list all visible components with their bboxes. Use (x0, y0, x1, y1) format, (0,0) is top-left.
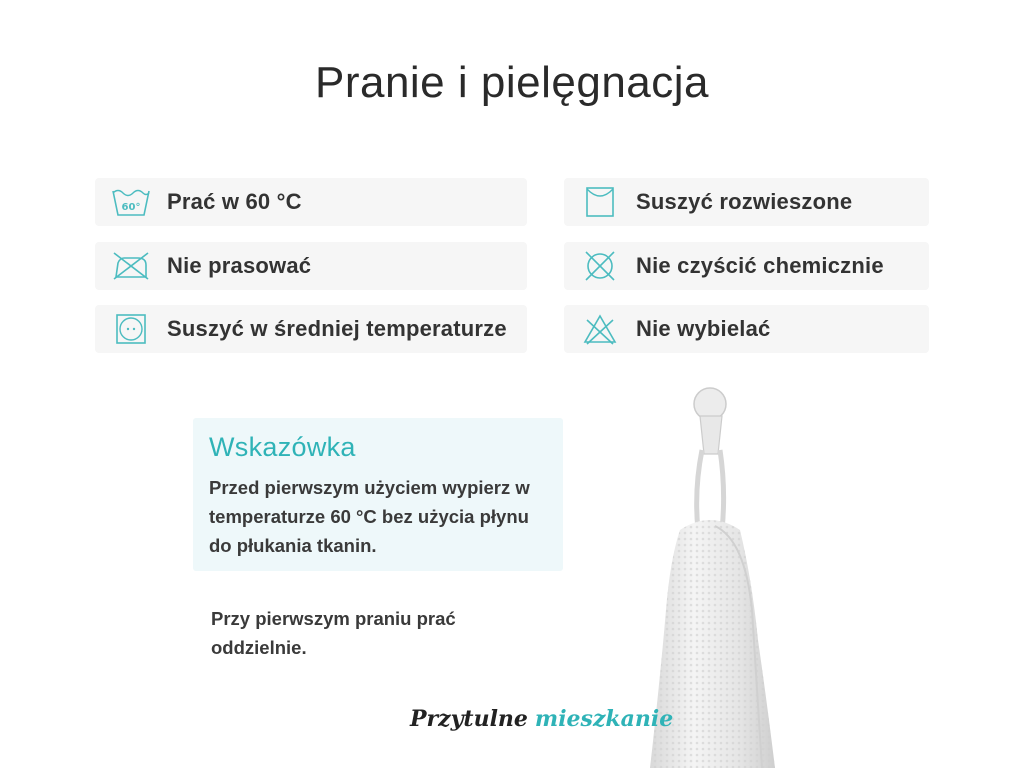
care-item-wash-60 (95, 178, 527, 226)
brand-logo (410, 706, 673, 732)
care-label-wash-60: Prać w 60 °C (167, 189, 302, 214)
wash-temp-text: 60° (121, 202, 141, 213)
tip-box (193, 418, 563, 571)
no-bleach-icon (578, 311, 622, 347)
care-label-no-bleach: Nie wybielać (636, 316, 771, 341)
line-dry-icon (578, 184, 622, 220)
brand-logo-part2: mieszkanie (534, 706, 674, 732)
care-item-line-dry (564, 178, 929, 226)
care-item-no-bleach (564, 305, 929, 353)
care-item-tumble-dry (95, 305, 527, 353)
care-label-no-iron: Nie prasować (167, 253, 312, 278)
page-title: Pranie i pielęgnacja (314, 58, 710, 107)
no-iron-icon (109, 248, 153, 284)
care-item-no-iron (95, 242, 527, 290)
tip-text: Przed pierwszym użyciem wypierz w temperaturze 60 °C bez użycia płynu do płukania tkanin. (209, 477, 530, 556)
brand-logo-part1: Przytulne (410, 706, 528, 732)
care-label-line-dry: Suszyć rozwieszone (636, 189, 853, 214)
wash-60-icon (109, 184, 153, 220)
tip-title: Wskazówka (209, 432, 356, 462)
care-label-no-dry-clean: Nie czyścić chemicznie (636, 253, 884, 278)
care-item-no-dry-clean (564, 242, 929, 290)
no-dry-clean-icon (578, 248, 622, 284)
wash-note: Przy pierwszym praniu prać oddzielnie. (211, 608, 456, 658)
tumble-dry-medium-icon (109, 311, 153, 347)
care-label-tumble-dry: Suszyć w średniej temperaturze (167, 316, 507, 341)
